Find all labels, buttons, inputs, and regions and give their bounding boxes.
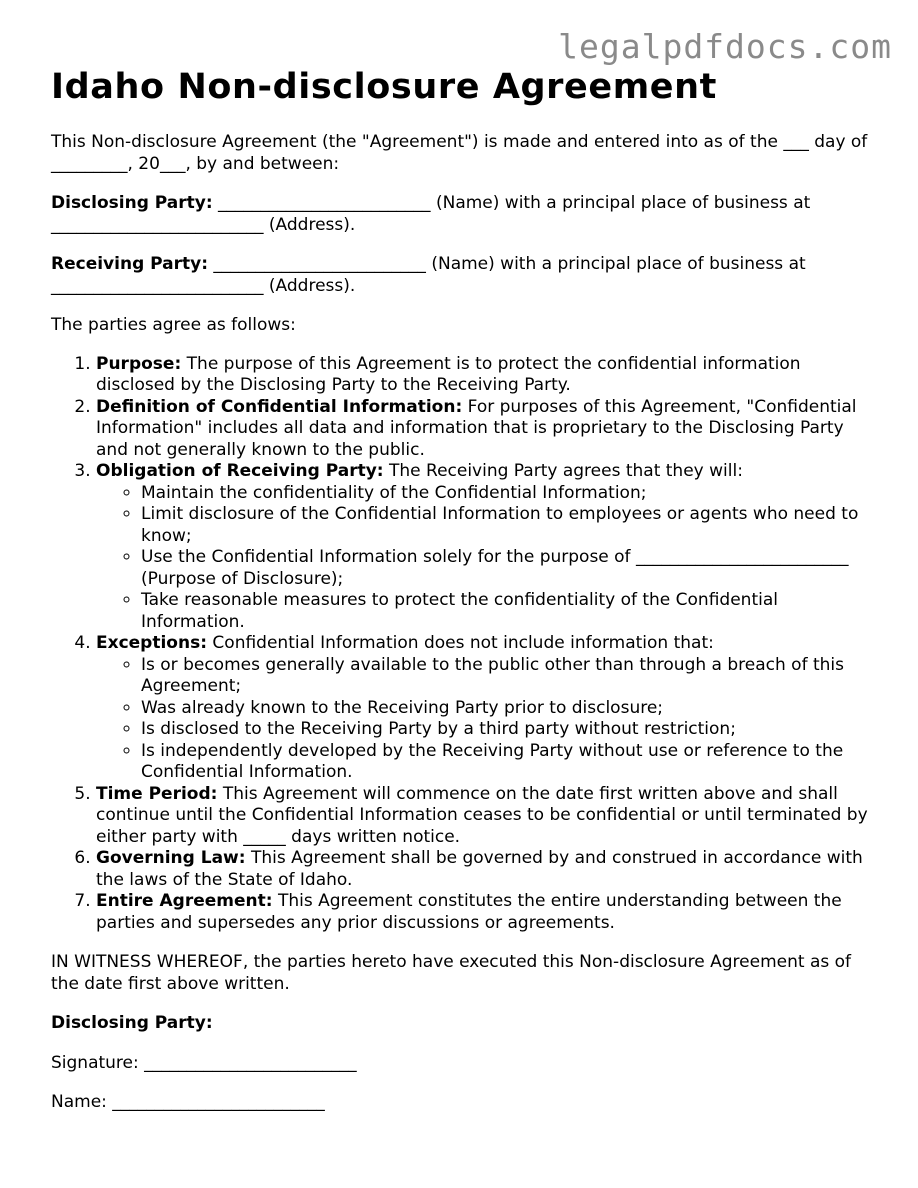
list-item: ◦ Was already known to the Receiving Party prior to disclosure;	[141, 698, 871, 720]
section-heading: Time Period:	[96, 783, 218, 804]
signature-block-heading: Disclosing Party:	[51, 1013, 213, 1033]
section-exceptions	[96, 633, 871, 784]
disclosing-party-text: _________________________ (Name) with a principal place of business at _________________________ (Address).	[51, 193, 811, 235]
section-text: This Agreement constitutes the entire understanding between the parties and supersedes any prior discussions or agreements.	[96, 891, 842, 933]
receiving-party-paragraph	[51, 254, 871, 297]
witness-paragraph: IN WITNESS WHEREOF, the parties hereto have executed this Non-disclosure Agreement as of the date first above written.	[51, 952, 852, 994]
section-heading: Governing Law:	[96, 848, 246, 868]
document-title: Idaho Non-disclosure Agreement	[51, 67, 717, 107]
sections-list	[51, 354, 871, 935]
list-item: ◦ Take reasonable measures to protect the confidentiality of the Confidential Information.	[141, 590, 871, 633]
section-text: For purposes of this Agreement, "Confidential Information" includes all data and information that is proprietary to the Disclosing Party and not generally known to the public.	[96, 396, 857, 460]
section-purpose	[96, 354, 871, 397]
section-heading: Entire Agreement:	[96, 891, 273, 911]
agree-paragraph: The parties agree as follows:	[51, 315, 296, 335]
section-definition	[96, 397, 871, 462]
section-text: This Agreement will commence on the date first written above and shall continue until the Confidential Information ceases to be confidential or until terminated by either party with _____ days written notice.	[96, 783, 868, 847]
section-heading: Obligation of Receiving Party:	[96, 461, 384, 481]
list-item: ◦ Use the Confidential Information solely for the purpose of _________________________ (Purpose of Disclosure);	[141, 547, 871, 590]
section-text: This Agreement shall be governed by and construed in accordance with the laws of the State of Idaho.	[96, 848, 863, 890]
list-item: ◦ Is independently developed by the Receiving Party without use or reference to the Confidential Information.	[141, 741, 871, 784]
section-heading: Exceptions:	[96, 633, 208, 653]
exceptions-sublist	[96, 655, 871, 784]
signature-line: Signature: _________________________	[51, 1052, 357, 1073]
intro-paragraph: This Non-disclosure Agreement (the "Agreement") is made and entered into as of the ___ day of _________, 20___, by and between:	[51, 132, 868, 174]
list-item: ◦ Maintain the confidentiality of the Confidential Information;	[141, 483, 871, 505]
section-obligation	[96, 461, 871, 633]
document-page	[51, 63, 871, 1114]
section-text: Confidential Information does not include information that:	[207, 633, 714, 653]
section-entire-agreement	[96, 891, 871, 934]
list-item: ◦ Limit disclosure of the Confidential Information to employees or agents who need to know;	[141, 504, 871, 547]
list-item: ◦ Is or becomes generally available to the public other than through a breach of this Agreement;	[141, 655, 871, 698]
disclosing-party-label: Disclosing Party:	[51, 193, 213, 213]
list-item: ◦ Is disclosed to the Receiving Party by a third party without restriction;	[141, 719, 871, 741]
section-time-period	[96, 784, 871, 849]
obligation-sublist	[96, 483, 871, 634]
section-text: The Receiving Party agrees that they will:	[383, 461, 743, 481]
section-heading: Purpose:	[96, 353, 182, 374]
receiving-party-label: Receiving Party:	[51, 254, 209, 274]
section-governing-law	[96, 848, 871, 891]
section-heading: Definition of Confidential Information:	[96, 396, 463, 417]
receiving-party-text: _________________________ (Name) with a principal place of business at _________________________ (Address).	[51, 254, 806, 296]
watermark: legalpdfdocs.com	[558, 27, 892, 66]
disclosing-party-paragraph	[51, 193, 871, 236]
name-line: Name: _________________________	[51, 1092, 325, 1112]
section-text: The purpose of this Agreement is to protect the confidential information disclosed by the Disclosing Party to the Receiving Party.	[96, 353, 801, 395]
